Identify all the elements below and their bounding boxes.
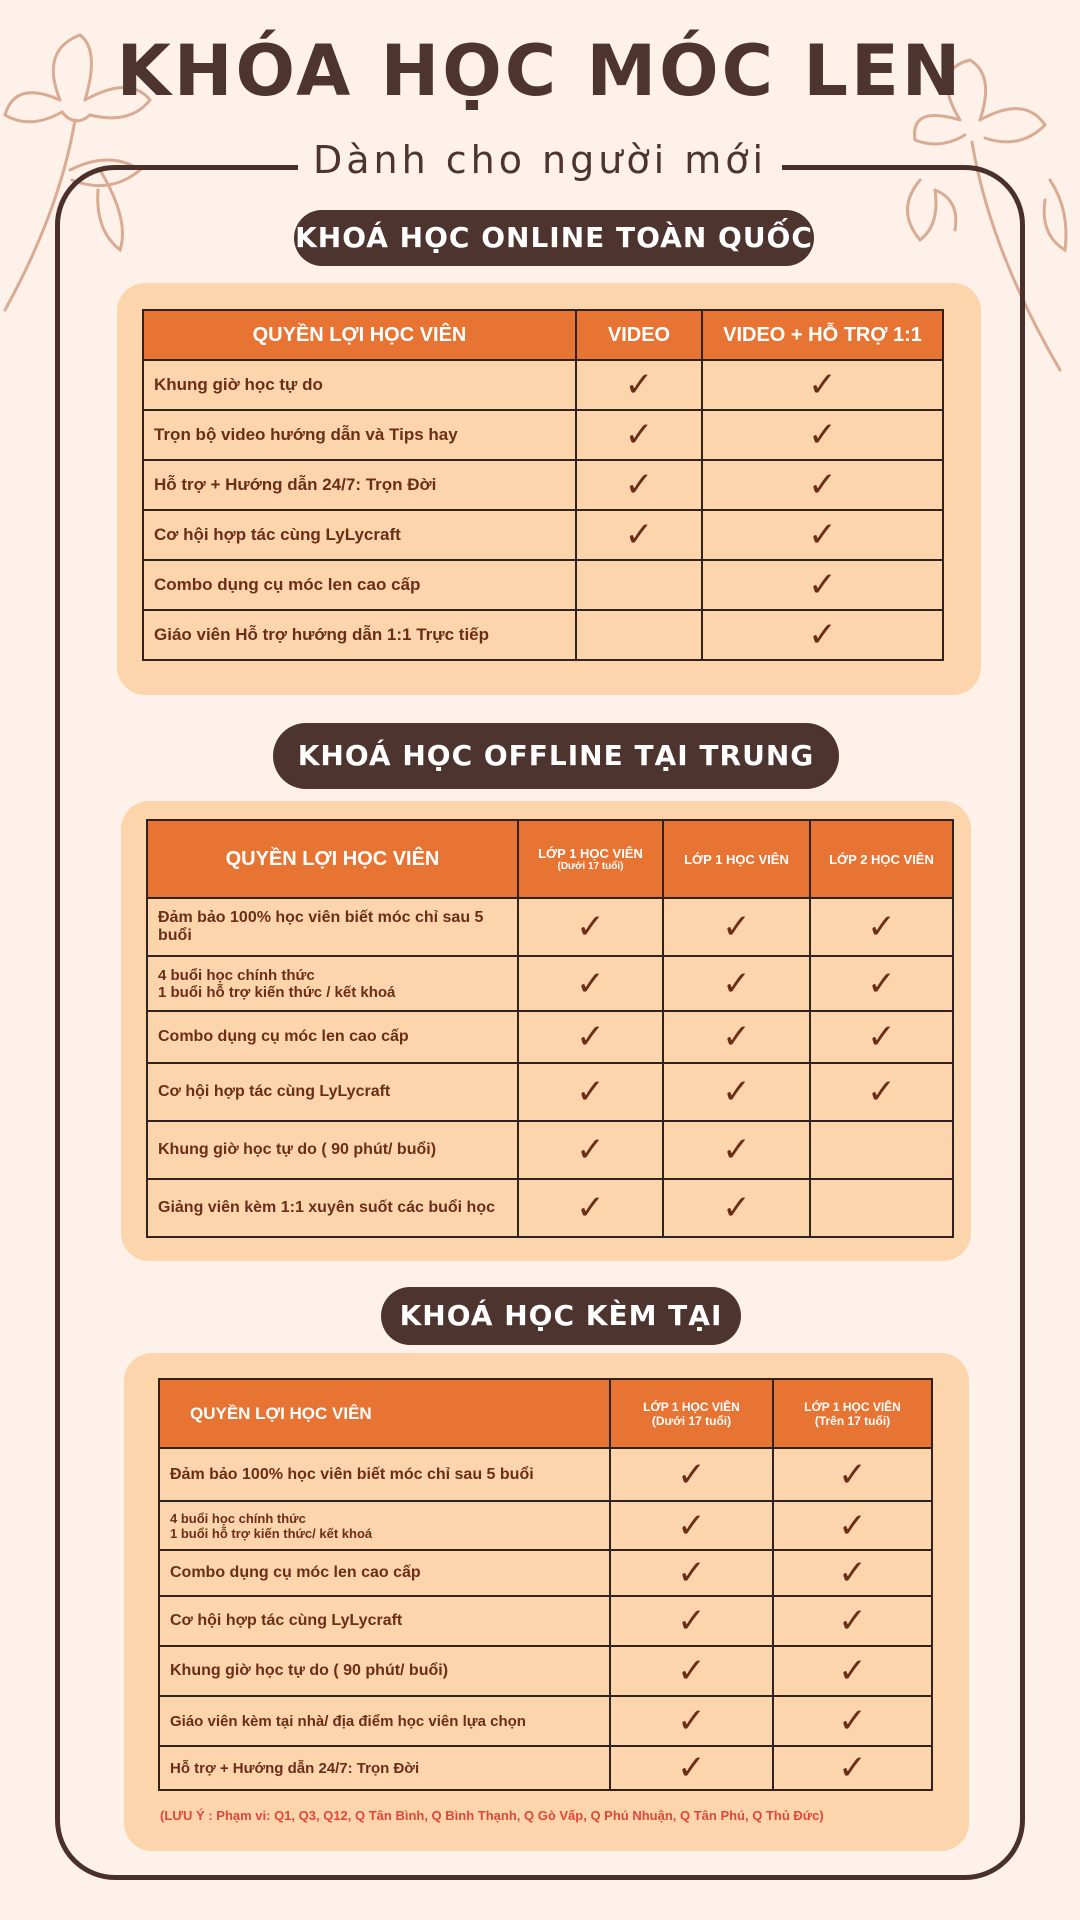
check-icon: ✓ <box>773 1596 932 1646</box>
offline-row-feature: Giảng viên kèm 1:1 xuyên suốt các buổi học <box>147 1179 518 1237</box>
check-icon: ✓ <box>518 898 663 956</box>
check-icon: ✓ <box>702 410 943 460</box>
check-icon: ✓ <box>773 1448 932 1501</box>
empty-cell <box>810 1121 953 1179</box>
check-icon: ✓ <box>702 360 943 410</box>
check-icon: ✓ <box>610 1448 773 1501</box>
check-icon: ✓ <box>773 1696 932 1746</box>
offline-row-feature: Combo dụng cụ móc len cao cấp <box>147 1011 518 1063</box>
empty-cell <box>576 560 702 610</box>
check-icon: ✓ <box>773 1646 932 1696</box>
empty-cell <box>576 610 702 660</box>
home-row-feature: Combo dụng cụ móc len cao cấp <box>159 1550 610 1596</box>
online-row-feature: Combo dụng cụ móc len cao cấp <box>143 560 576 610</box>
offline-header-class2: LỚP 2 HỌC VIÊN <box>810 820 953 898</box>
check-icon: ✓ <box>663 1011 810 1063</box>
check-icon: ✓ <box>518 1011 663 1063</box>
check-icon: ✓ <box>663 1063 810 1121</box>
online-table <box>142 309 944 661</box>
check-icon: ✓ <box>663 898 810 956</box>
check-icon: ✓ <box>576 360 702 410</box>
home-row-feature: Giáo viên kèm tại nhà/ địa điểm học viên lựa chọn <box>159 1696 610 1746</box>
offline-header-class1: LỚP 1 HỌC VIÊN <box>663 820 810 898</box>
home-table <box>158 1378 933 1791</box>
check-icon: ✓ <box>773 1550 932 1596</box>
home-row-feature: Đảm bảo 100% học viên biết móc chỉ sau 5 buổi <box>159 1448 610 1501</box>
check-icon: ✓ <box>576 510 702 560</box>
online-section-title: KHOÁ HỌC ONLINE TOÀN QUỐC <box>294 210 814 266</box>
online-header-video: VIDEO <box>576 310 702 360</box>
check-icon: ✓ <box>518 1179 663 1237</box>
subtitle: Dành cho người mới <box>298 132 782 192</box>
check-icon: ✓ <box>702 610 943 660</box>
offline-row-feature: Cơ hội hợp tác cùng LyLycraft <box>147 1063 518 1121</box>
check-icon: ✓ <box>518 1063 663 1121</box>
check-icon: ✓ <box>810 1011 953 1063</box>
online-row-feature: Cơ hội hợp tác cùng LyLycraft <box>143 510 576 560</box>
check-icon: ✓ <box>518 956 663 1011</box>
check-icon: ✓ <box>610 1746 773 1790</box>
home-header-benefit: QUYỀN LỢI HỌC VIÊN <box>159 1379 610 1448</box>
home-header-class1-over17: LỚP 1 HỌC VIÊN (Trên 17 tuổi) <box>773 1379 932 1448</box>
main-title: KHÓA HỌC MÓC LEN <box>116 30 964 112</box>
offline-header-benefit: QUYỀN LỢI HỌC VIÊN <box>147 820 518 898</box>
home-row-feature: Hỗ trợ + Hướng dẫn 24/7: Trọn Đời <box>159 1746 610 1790</box>
check-icon: ✓ <box>810 898 953 956</box>
service-area-note: (LƯU Ý : Phạm vi: Q1, Q3, Q12, Q Tân Bình, Q Bình Thạnh, Q Gò Vấp, Q Phú Nhuận, Q Tân Phú, Q Thủ Đức) <box>160 1808 824 1823</box>
offline-row-feature: Khung giờ học tự do ( 90 phút/ buổi) <box>147 1121 518 1179</box>
check-icon: ✓ <box>810 1063 953 1121</box>
offline-section-title: KHOÁ HỌC OFFLINE TẠI TRUNG <box>273 723 839 789</box>
online-header-video-support: VIDEO + HỖ TRỢ 1:1 <box>702 310 943 360</box>
check-icon: ✓ <box>610 1596 773 1646</box>
online-row-feature: Khung giờ học tự do <box>143 360 576 410</box>
offline-row-feature: 4 buổi học chính thức 1 buổi hỗ trợ kiến thức / kết khoá <box>147 956 518 1011</box>
check-icon: ✓ <box>610 1501 773 1550</box>
offline-header-class1-under17: LỚP 1 HỌC VIÊN (Dưới 17 tuổi) <box>518 820 663 898</box>
check-icon: ✓ <box>518 1121 663 1179</box>
online-row-feature: Hỗ trợ + Hướng dẫn 24/7: Trọn Đời <box>143 460 576 510</box>
home-row-feature: Khung giờ học tự do ( 90 phút/ buổi) <box>159 1646 610 1696</box>
home-header-class1-under17: LỚP 1 HỌC VIÊN (Dưới 17 tuổi) <box>610 1379 773 1448</box>
check-icon: ✓ <box>663 956 810 1011</box>
online-row-feature: Trọn bộ video hướng dẫn và Tips hay <box>143 410 576 460</box>
check-icon: ✓ <box>773 1746 932 1790</box>
check-icon: ✓ <box>702 460 943 510</box>
check-icon: ✓ <box>610 1646 773 1696</box>
offline-table <box>146 819 954 1238</box>
home-section-title: KHOÁ HỌC KÈM TẠI <box>381 1287 741 1345</box>
check-icon: ✓ <box>576 410 702 460</box>
check-icon: ✓ <box>610 1696 773 1746</box>
check-icon: ✓ <box>702 510 943 560</box>
online-row-feature: Giáo viên Hỗ trợ hướng dẫn 1:1 Trực tiếp <box>143 610 576 660</box>
check-icon: ✓ <box>702 560 943 610</box>
empty-cell <box>810 1179 953 1237</box>
offline-row-feature: Đảm bảo 100% học viên biết móc chỉ sau 5 buổi <box>147 898 518 956</box>
check-icon: ✓ <box>576 460 702 510</box>
check-icon: ✓ <box>663 1121 810 1179</box>
check-icon: ✓ <box>663 1179 810 1237</box>
online-header-benefit: QUYỀN LỢI HỌC VIÊN <box>143 310 576 360</box>
check-icon: ✓ <box>610 1550 773 1596</box>
check-icon: ✓ <box>810 956 953 1011</box>
home-row-feature: Cơ hội hợp tác cùng LyLycraft <box>159 1596 610 1646</box>
check-icon: ✓ <box>773 1501 932 1550</box>
home-row-feature: 4 buổi học chính thức 1 buổi hỗ trợ kiến thức/ kết khoá <box>159 1501 610 1550</box>
